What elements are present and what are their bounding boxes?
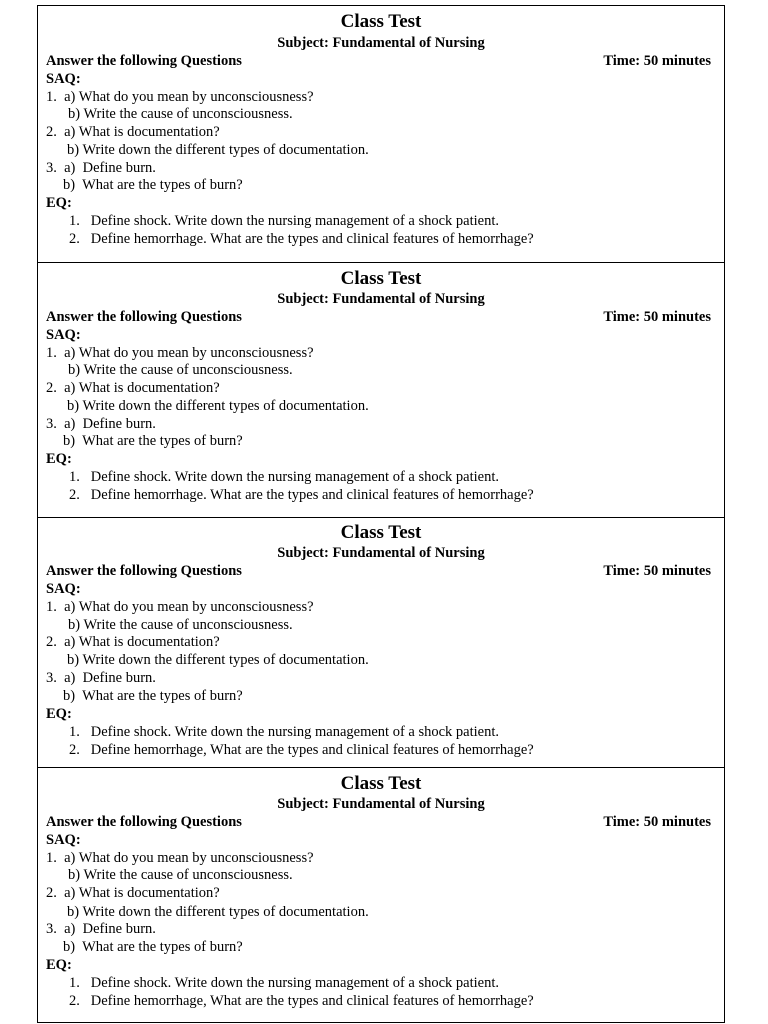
saq-question: 3. a) Define burn. [46,160,156,176]
test-sheet [37,517,725,768]
saq-question: 2. a) What is documentation? [46,634,220,650]
saq-question: 3. a) Define burn. [46,921,156,937]
eq-heading: EQ: [46,957,72,973]
saq-question: b) Write the cause of unconsciousness. [68,362,293,378]
saq-question: b) Write the cause of unconsciousness. [68,867,293,883]
saq-heading: SAQ: [46,71,81,87]
saq-question: 3. a) Define burn. [46,670,156,686]
eq-question: 2. Define hemorrhage, What are the types and clinical features of hemorrhage? [69,742,534,758]
eq-heading: EQ: [46,706,72,722]
time-limit: Time: 50 minutes [603,563,711,579]
saq-question: b) Write down the different types of documentation. [67,142,369,158]
eq-question: 2. Define hemorrhage. What are the types and clinical features of hemorrhage? [69,487,534,503]
sheet-subject: Subject: Fundamental of Nursing [277,291,485,307]
eq-question: 1. Define shock. Write down the nursing management of a shock patient. [69,724,500,740]
saq-question: 3. a) Define burn. [46,416,156,432]
test-sheet [37,262,725,518]
saq-heading: SAQ: [46,327,81,343]
sheet-subject: Subject: Fundamental of Nursing [277,35,485,51]
eq-question: 1. Define shock. Write down the nursing management of a shock patient. [69,469,500,485]
eq-question: 2. Define hemorrhage, What are the types and clinical features of hemorrhage? [69,993,534,1009]
saq-question: 1. a) What do you mean by unconsciousness? [46,850,314,866]
eq-question: 2. Define hemorrhage. What are the types and clinical features of hemorrhage? [69,231,534,247]
sheet-title: Class Test [340,773,422,794]
saq-question: b) Write down the different types of documentation. [67,652,369,668]
saq-question: b) Write down the different types of documentation. [67,904,369,920]
time-limit: Time: 50 minutes [603,814,711,830]
eq-question: 1. Define shock. Write down the nursing management of a shock patient. [69,975,500,991]
eq-heading: EQ: [46,195,72,211]
saq-question: b) Write the cause of unconsciousness. [68,617,293,633]
test-sheet [37,767,725,1023]
eq-heading: EQ: [46,451,72,467]
saq-question: 2. a) What is documentation? [46,885,220,901]
saq-question: b) What are the types of burn? [63,939,243,955]
saq-question: 1. a) What do you mean by unconsciousness? [46,89,314,105]
sheet-title: Class Test [340,11,422,32]
saq-question: 1. a) What do you mean by unconsciousness? [46,345,314,361]
sheet-title: Class Test [340,268,422,289]
sheet-title: Class Test [340,522,422,543]
saq-question: b) What are the types of burn? [63,177,243,193]
saq-question: b) Write down the different types of documentation. [67,398,369,414]
saq-question: b) Write the cause of unconsciousness. [68,106,293,122]
eq-question: 1. Define shock. Write down the nursing management of a shock patient. [69,213,500,229]
saq-heading: SAQ: [46,832,81,848]
time-limit: Time: 50 minutes [603,309,711,325]
instruction: Answer the following Questions [46,53,242,69]
saq-question: 2. a) What is documentation? [46,380,220,396]
saq-question: 2. a) What is documentation? [46,124,220,140]
saq-question: 1. a) What do you mean by unconsciousness? [46,599,314,615]
sheet-subject: Subject: Fundamental of Nursing [277,796,485,812]
test-sheet [37,5,725,263]
instruction: Answer the following Questions [46,814,242,830]
sheet-subject: Subject: Fundamental of Nursing [277,545,485,561]
saq-question: b) What are the types of burn? [63,433,243,449]
time-limit: Time: 50 minutes [603,53,711,69]
instruction: Answer the following Questions [46,563,242,579]
saq-question: b) What are the types of burn? [63,688,243,704]
saq-heading: SAQ: [46,581,81,597]
instruction: Answer the following Questions [46,309,242,325]
